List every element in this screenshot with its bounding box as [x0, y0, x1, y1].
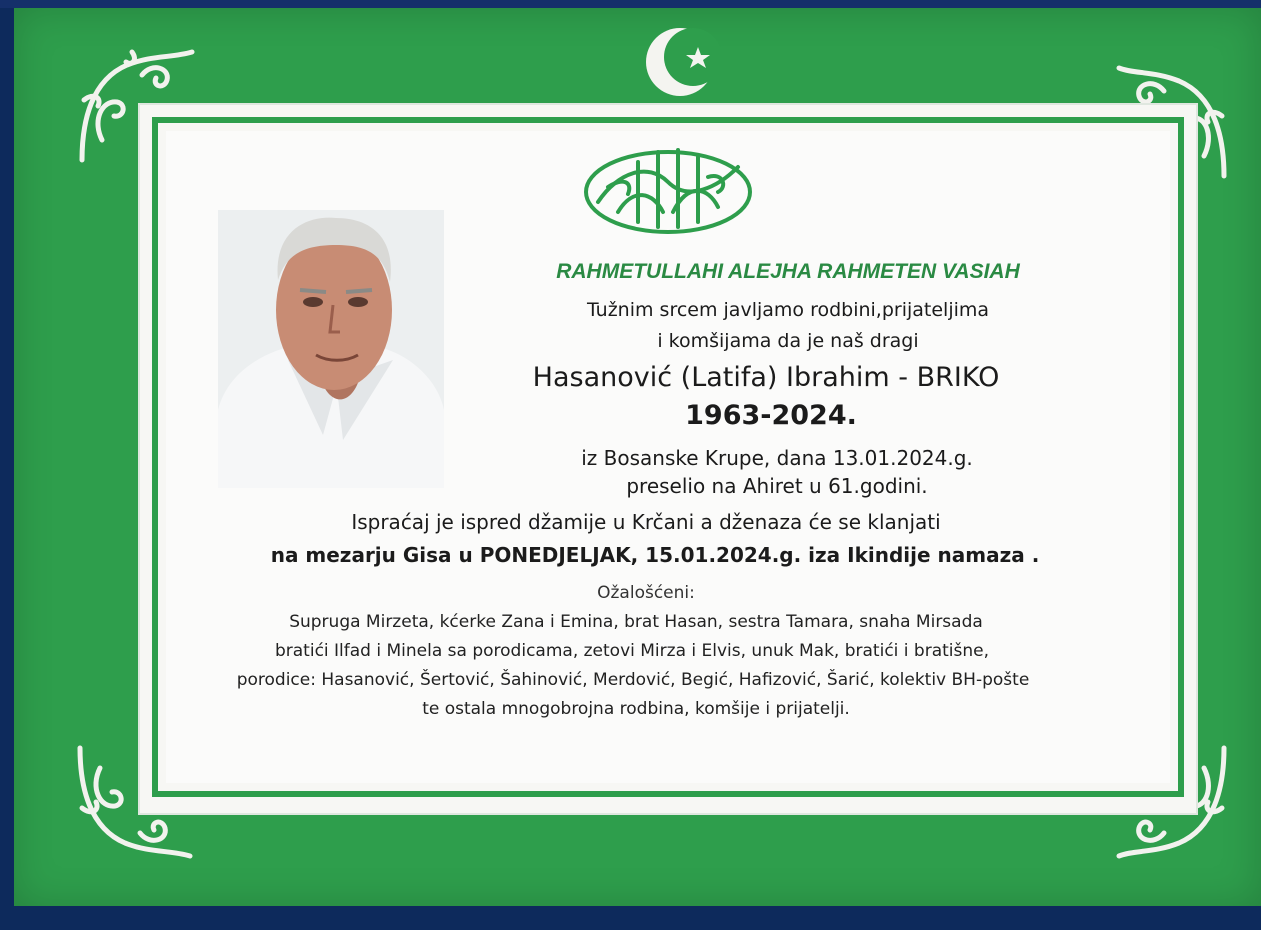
- mourners-title: Ožalošćeni:: [597, 583, 695, 603]
- arabic-calligraphy-emblem: [578, 132, 758, 244]
- deceased-name: Hasanović (Latifa) Ibrahim - BRIKO: [532, 362, 1000, 393]
- funeral-line-2: na mezarju Gisa u PONEDJELJAK, 15.01.2024.g. iza Ikindije namaza .: [270, 543, 1040, 567]
- mourners-line-2: bratići Ilfad i Minela sa porodicama, zetovi Mirza i Elvis, unuk Mak, bratići i bratišne,: [274, 641, 990, 661]
- intro-line-1: Tužnim srcem javljamo rodbini,prijateljima: [586, 299, 990, 321]
- info-line-1: iz Bosanske Krupe, dana 13.01.2024.g.: [581, 446, 973, 470]
- background-strip: [0, 906, 1261, 930]
- portrait-photo: [218, 210, 444, 488]
- mourners-line-4: te ostala mnogobrojna rodbina, komšije i prijatelji.: [422, 699, 850, 719]
- life-years: 1963-2024.: [685, 400, 857, 431]
- mourners-line-3: porodice: Hasanović, Šertović, Šahinović, Merdović, Begić, Hafizović, Šarić, kolektiv BH-pošte: [236, 670, 1030, 690]
- info-line-2: preselio na Ahiret u 61.godini.: [626, 474, 928, 498]
- funeral-line-1: Ispraćaj je ispred džamije u Krčani a dženaza će se klanjati: [351, 510, 941, 534]
- crescent-star-icon: [640, 24, 730, 104]
- intro-line-2: i komšijama da je naš dragi: [657, 330, 919, 352]
- heading-blessing: RAHMETULLAHI ALEJHA RAHMETEN VASIAH: [556, 260, 1020, 283]
- photo-edge: [0, 0, 1261, 8]
- portrait-image: [218, 210, 444, 488]
- mourners-line-1: Supruga Mirzeta, kćerke Zana i Emina, brat Hasan, sestra Tamara, snaha Mirsada: [289, 612, 983, 632]
